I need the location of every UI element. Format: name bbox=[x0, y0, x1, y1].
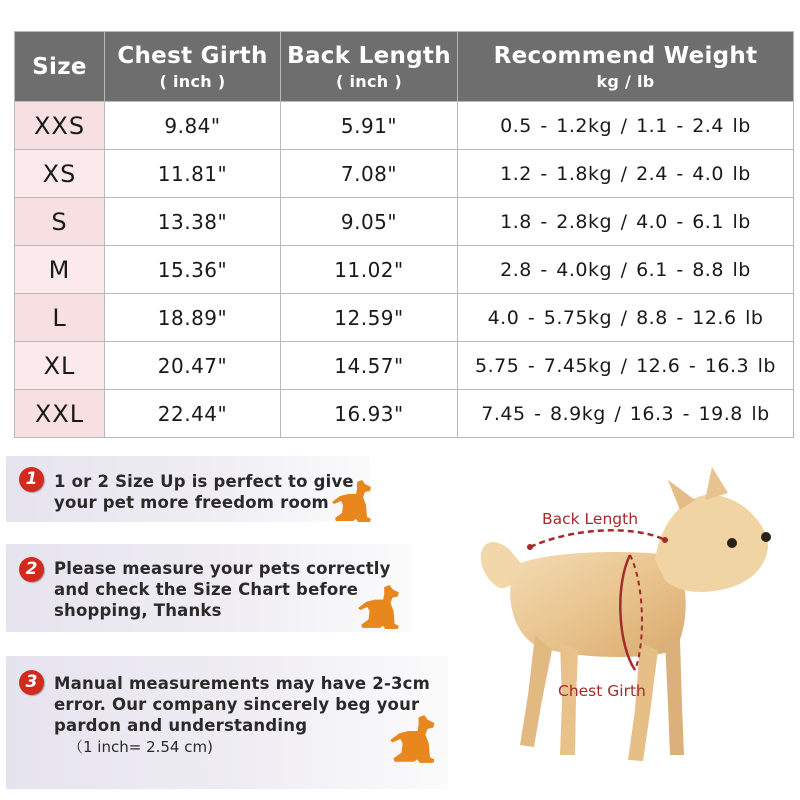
header-chest-girth: Chest Girth ( inch ) bbox=[105, 32, 281, 102]
back-cell: 5.91" bbox=[281, 102, 458, 150]
chest-cell: 9.84" bbox=[105, 102, 281, 150]
back-cell: 9.05" bbox=[281, 198, 458, 246]
back-cell: 12.59" bbox=[281, 294, 458, 342]
header-weight-unit: kg / lb bbox=[596, 71, 655, 91]
dog-sitting-icon bbox=[332, 479, 374, 523]
size-cell: M bbox=[15, 246, 105, 294]
weight-cell: 7.45 - 8.9kg / 16.3 - 19.8 lb bbox=[458, 390, 794, 438]
tip-number-badge: 3 bbox=[19, 670, 44, 695]
size-cell: S bbox=[15, 198, 105, 246]
table-row bbox=[15, 246, 794, 294]
chest-cell: 13.38" bbox=[105, 198, 281, 246]
size-cell: XL bbox=[15, 342, 105, 390]
tip-number-badge: 2 bbox=[19, 557, 44, 582]
weight-cell: 4.0 - 5.75kg / 8.8 - 12.6 lb bbox=[458, 294, 794, 342]
size-cell: XXL bbox=[15, 390, 105, 438]
table-row bbox=[15, 102, 794, 150]
chihuahua-photo bbox=[450, 455, 795, 795]
back-cell: 16.93" bbox=[281, 390, 458, 438]
tip-number-badge: 1 bbox=[19, 467, 44, 492]
weight-cell: 2.8 - 4.0kg / 6.1 - 8.8 lb bbox=[458, 246, 794, 294]
tip-card-2 bbox=[6, 544, 412, 632]
chest-cell: 15.36" bbox=[105, 246, 281, 294]
table-row bbox=[15, 198, 794, 246]
table-row bbox=[15, 342, 794, 390]
inch-conversion-note: （1 inch= 2.54 cm) bbox=[68, 738, 213, 756]
table-row bbox=[15, 150, 794, 198]
weight-cell: 0.5 - 1.2kg / 1.1 - 2.4 lb bbox=[458, 102, 794, 150]
header-back-unit: ( inch ) bbox=[336, 71, 402, 91]
chest-cell: 20.47" bbox=[105, 342, 281, 390]
back-length-label: Back Length bbox=[542, 510, 639, 528]
tip-text: 1 or 2 Size Up is perfect to give your pet more freedom room bbox=[54, 472, 354, 512]
chest-cell: 22.44" bbox=[105, 390, 281, 438]
size-cell: XS bbox=[15, 150, 105, 198]
header-size: Size bbox=[15, 32, 105, 102]
size-chart-table bbox=[14, 31, 794, 438]
header-back-length: Back Length ( inch ) bbox=[281, 32, 458, 102]
table-row bbox=[15, 294, 794, 342]
size-cell: XXS bbox=[15, 102, 105, 150]
tip-card-3 bbox=[6, 656, 448, 789]
weight-cell: 1.8 - 2.8kg / 4.0 - 6.1 lb bbox=[458, 198, 794, 246]
chest-cell: 11.81" bbox=[105, 150, 281, 198]
back-cell: 7.08" bbox=[281, 150, 458, 198]
dog-sitting-icon bbox=[358, 584, 402, 630]
header-chest-unit: ( inch ) bbox=[159, 71, 226, 91]
table-header-row bbox=[15, 32, 794, 102]
header-recommend-weight: Recommend Weight kg / lb bbox=[458, 32, 794, 102]
chest-girth-label: Chest Girth bbox=[558, 682, 646, 700]
tip-card-1 bbox=[6, 456, 370, 522]
dog-sitting-icon bbox=[390, 714, 438, 764]
back-cell: 14.57" bbox=[281, 342, 458, 390]
weight-cell: 1.2 - 1.8kg / 2.4 - 4.0 lb bbox=[458, 150, 794, 198]
chest-cell: 18.89" bbox=[105, 294, 281, 342]
tip-text: Please measure your pets correctly and check the Size Chart before shopping, Thanks bbox=[54, 559, 391, 620]
table-row bbox=[15, 390, 794, 438]
tip-text: Manual measurements may have 2-3cm error. Our company sincerely beg your pardon and understanding bbox=[54, 674, 431, 735]
size-cell: L bbox=[15, 294, 105, 342]
weight-cell: 5.75 - 7.45kg / 12.6 - 16.3 lb bbox=[458, 342, 794, 390]
back-cell: 11.02" bbox=[281, 246, 458, 294]
